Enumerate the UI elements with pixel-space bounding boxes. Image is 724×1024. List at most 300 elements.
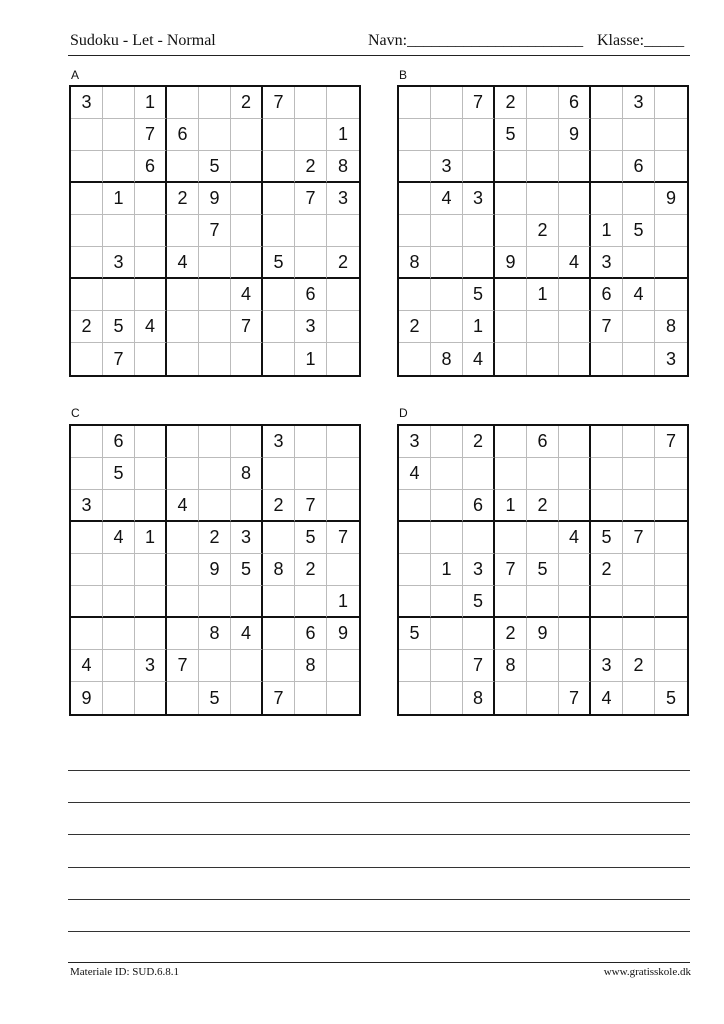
sudoku-cell[interactable]: 8	[655, 311, 687, 343]
sudoku-cell[interactable]: 4	[135, 311, 167, 343]
sudoku-cell[interactable]	[399, 87, 431, 119]
sudoku-cell[interactable]: 5	[623, 215, 655, 247]
sudoku-cell[interactable]: 1	[295, 343, 327, 375]
sudoku-cell[interactable]	[655, 247, 687, 279]
sudoku-cell[interactable]	[231, 650, 263, 682]
sudoku-cell[interactable]	[167, 343, 199, 375]
sudoku-cell[interactable]	[495, 343, 527, 375]
sudoku-cell[interactable]: 2	[327, 247, 359, 279]
sudoku-cell[interactable]	[431, 119, 463, 151]
sudoku-cell[interactable]: 4	[463, 343, 495, 375]
sudoku-cell[interactable]	[655, 151, 687, 183]
sudoku-cell[interactable]	[623, 490, 655, 522]
sudoku-cell[interactable]: 3	[591, 247, 623, 279]
sudoku-cell[interactable]	[655, 522, 687, 554]
sudoku-cell[interactable]	[399, 119, 431, 151]
sudoku-cell[interactable]: 7	[103, 343, 135, 375]
sudoku-cell[interactable]: 4	[623, 279, 655, 311]
sudoku-cell[interactable]	[495, 279, 527, 311]
sudoku-cell[interactable]	[527, 247, 559, 279]
sudoku-cell[interactable]	[463, 119, 495, 151]
sudoku-cell[interactable]	[231, 183, 263, 215]
sudoku-cell[interactable]: 2	[263, 490, 295, 522]
sudoku-cell[interactable]: 8	[399, 247, 431, 279]
sudoku-cell[interactable]: 8	[327, 151, 359, 183]
sudoku-cell[interactable]: 7	[199, 215, 231, 247]
sudoku-cell[interactable]	[655, 87, 687, 119]
sudoku-cell[interactable]	[655, 618, 687, 650]
sudoku-cell[interactable]	[399, 279, 431, 311]
sudoku-cell[interactable]	[103, 682, 135, 714]
sudoku-cell[interactable]: 1	[135, 522, 167, 554]
sudoku-cell[interactable]	[167, 279, 199, 311]
sudoku-cell[interactable]	[591, 87, 623, 119]
sudoku-cell[interactable]	[327, 554, 359, 586]
sudoku-cell[interactable]: 6	[135, 151, 167, 183]
sudoku-cell[interactable]	[103, 215, 135, 247]
sudoku-cell[interactable]	[71, 183, 103, 215]
sudoku-cell[interactable]: 6	[463, 490, 495, 522]
sudoku-cell[interactable]	[263, 586, 295, 618]
sudoku-cell[interactable]	[199, 650, 231, 682]
sudoku-cell[interactable]	[559, 426, 591, 458]
sudoku-cell[interactable]: 2	[199, 522, 231, 554]
sudoku-cell[interactable]: 9	[559, 119, 591, 151]
sudoku-cell[interactable]: 7	[327, 522, 359, 554]
sudoku-cell[interactable]	[71, 343, 103, 375]
sudoku-cell[interactable]	[463, 522, 495, 554]
sudoku-cell[interactable]	[263, 618, 295, 650]
sudoku-cell[interactable]	[495, 151, 527, 183]
sudoku-cell[interactable]: 7	[167, 650, 199, 682]
sudoku-cell[interactable]	[71, 215, 103, 247]
sudoku-cell[interactable]: 8	[295, 650, 327, 682]
sudoku-cell[interactable]	[327, 279, 359, 311]
sudoku-cell[interactable]	[559, 586, 591, 618]
sudoku-cell[interactable]	[527, 183, 559, 215]
sudoku-cell[interactable]	[527, 311, 559, 343]
sudoku-cell[interactable]: 1	[463, 311, 495, 343]
sudoku-cell[interactable]	[231, 151, 263, 183]
sudoku-cell[interactable]: 2	[527, 215, 559, 247]
sudoku-cell[interactable]	[231, 426, 263, 458]
sudoku-cell[interactable]	[399, 586, 431, 618]
sudoku-cell[interactable]: 5	[463, 279, 495, 311]
sudoku-cell[interactable]	[167, 522, 199, 554]
sudoku-cell[interactable]	[591, 119, 623, 151]
sudoku-cell[interactable]: 7	[463, 87, 495, 119]
sudoku-cell[interactable]	[495, 522, 527, 554]
sudoku-cell[interactable]	[559, 183, 591, 215]
sudoku-cell[interactable]: 2	[495, 618, 527, 650]
sudoku-cell[interactable]	[327, 490, 359, 522]
sudoku-cell[interactable]: 2	[295, 554, 327, 586]
sudoku-cell[interactable]	[655, 490, 687, 522]
sudoku-cell[interactable]: 5	[399, 618, 431, 650]
sudoku-cell[interactable]	[399, 522, 431, 554]
sudoku-cell[interactable]	[135, 586, 167, 618]
sudoku-cell[interactable]	[231, 490, 263, 522]
sudoku-cell[interactable]	[263, 119, 295, 151]
sudoku-cell[interactable]: 8	[263, 554, 295, 586]
sudoku-cell[interactable]	[623, 119, 655, 151]
sudoku-cell[interactable]	[71, 279, 103, 311]
sudoku-cell[interactable]	[71, 247, 103, 279]
sudoku-cell[interactable]	[527, 522, 559, 554]
sudoku-cell[interactable]: 9	[495, 247, 527, 279]
sudoku-cell[interactable]: 6	[591, 279, 623, 311]
sudoku-cell[interactable]	[167, 586, 199, 618]
sudoku-cell[interactable]	[559, 343, 591, 375]
sudoku-cell[interactable]	[623, 183, 655, 215]
sudoku-cell[interactable]: 2	[591, 554, 623, 586]
sudoku-cell[interactable]	[231, 586, 263, 618]
sudoku-cell[interactable]: 3	[295, 311, 327, 343]
sudoku-cell[interactable]	[655, 119, 687, 151]
sudoku-cell[interactable]	[295, 426, 327, 458]
sudoku-cell[interactable]	[71, 458, 103, 490]
sudoku-cell[interactable]: 5	[263, 247, 295, 279]
sudoku-cell[interactable]	[295, 682, 327, 714]
sudoku-cell[interactable]	[135, 215, 167, 247]
sudoku-cell[interactable]: 9	[527, 618, 559, 650]
sudoku-cell[interactable]	[167, 554, 199, 586]
sudoku-cell[interactable]	[495, 458, 527, 490]
sudoku-cell[interactable]	[623, 426, 655, 458]
sudoku-cell[interactable]	[263, 458, 295, 490]
sudoku-cell[interactable]	[527, 458, 559, 490]
sudoku-cell[interactable]	[199, 343, 231, 375]
sudoku-cell[interactable]: 5	[103, 311, 135, 343]
sudoku-cell[interactable]	[327, 650, 359, 682]
sudoku-cell[interactable]: 4	[559, 247, 591, 279]
sudoku-cell[interactable]	[399, 151, 431, 183]
sudoku-cell[interactable]	[199, 426, 231, 458]
sudoku-cell[interactable]	[655, 586, 687, 618]
sudoku-cell[interactable]: 4	[431, 183, 463, 215]
sudoku-cell[interactable]: 4	[231, 618, 263, 650]
sudoku-cell[interactable]	[263, 151, 295, 183]
sudoku-cell[interactable]: 3	[135, 650, 167, 682]
sudoku-cell[interactable]	[559, 279, 591, 311]
sudoku-cell[interactable]	[199, 586, 231, 618]
sudoku-cell[interactable]	[167, 215, 199, 247]
sudoku-cell[interactable]	[135, 279, 167, 311]
sudoku-cell[interactable]	[103, 650, 135, 682]
sudoku-cell[interactable]	[495, 215, 527, 247]
sudoku-cell[interactable]	[431, 490, 463, 522]
sudoku-cell[interactable]	[399, 215, 431, 247]
sudoku-cell[interactable]	[327, 426, 359, 458]
sudoku-cell[interactable]	[591, 343, 623, 375]
sudoku-cell[interactable]	[103, 490, 135, 522]
sudoku-cell[interactable]	[527, 682, 559, 714]
sudoku-cell[interactable]	[527, 586, 559, 618]
sudoku-cell[interactable]	[591, 426, 623, 458]
sudoku-cell[interactable]	[135, 458, 167, 490]
sudoku-cell[interactable]	[71, 618, 103, 650]
sudoku-cell[interactable]	[199, 247, 231, 279]
sudoku-cell[interactable]	[167, 458, 199, 490]
sudoku-cell[interactable]: 3	[399, 426, 431, 458]
sudoku-cell[interactable]	[431, 87, 463, 119]
sudoku-cell[interactable]	[495, 311, 527, 343]
sudoku-cell[interactable]	[135, 247, 167, 279]
sudoku-cell[interactable]	[327, 87, 359, 119]
sudoku-cell[interactable]	[399, 183, 431, 215]
sudoku-cell[interactable]: 7	[231, 311, 263, 343]
sudoku-cell[interactable]	[135, 183, 167, 215]
sudoku-cell[interactable]: 3	[665, 348, 676, 369]
sudoku-cell[interactable]	[399, 554, 431, 586]
sudoku-cell[interactable]: 6	[559, 87, 591, 119]
sudoku-cell[interactable]	[431, 682, 463, 714]
sudoku-cell[interactable]: 6	[295, 279, 327, 311]
sudoku-cell[interactable]	[399, 490, 431, 522]
sudoku-cell[interactable]: 2	[463, 426, 495, 458]
sudoku-cell[interactable]: 1	[527, 279, 559, 311]
sudoku-cell[interactable]	[135, 618, 167, 650]
sudoku-cell[interactable]: 4	[167, 490, 199, 522]
sudoku-cell[interactable]: 2	[527, 490, 559, 522]
sudoku-cell[interactable]: 9	[327, 618, 359, 650]
sudoku-cell[interactable]	[431, 458, 463, 490]
sudoku-cell[interactable]: 2	[295, 151, 327, 183]
sudoku-cell[interactable]	[71, 554, 103, 586]
sudoku-cell[interactable]	[431, 247, 463, 279]
sudoku-cell[interactable]	[103, 151, 135, 183]
sudoku-cell[interactable]: 6	[167, 119, 199, 151]
sudoku-cell[interactable]	[327, 215, 359, 247]
sudoku-cell[interactable]	[135, 490, 167, 522]
sudoku-cell[interactable]: 5	[199, 682, 231, 714]
sudoku-cell[interactable]: 6	[623, 151, 655, 183]
sudoku-cell[interactable]: 5	[527, 554, 559, 586]
sudoku-cell[interactable]	[527, 343, 559, 375]
sudoku-cell[interactable]	[199, 458, 231, 490]
sudoku-cell[interactable]: 5	[231, 554, 263, 586]
sudoku-cell[interactable]	[199, 119, 231, 151]
sudoku-cell[interactable]: 3	[327, 183, 359, 215]
sudoku-cell[interactable]	[399, 682, 431, 714]
sudoku-cell[interactable]	[327, 458, 359, 490]
sudoku-cell[interactable]	[495, 426, 527, 458]
sudoku-cell[interactable]: 8	[231, 458, 263, 490]
sudoku-cell[interactable]	[431, 279, 463, 311]
sudoku-cell[interactable]: 1	[135, 87, 167, 119]
sudoku-cell[interactable]: 4	[167, 247, 199, 279]
sudoku-cell[interactable]	[559, 490, 591, 522]
sudoku-cell[interactable]	[71, 522, 103, 554]
sudoku-cell[interactable]: 3	[231, 522, 263, 554]
sudoku-cell[interactable]	[431, 311, 463, 343]
sudoku-cell[interactable]: 6	[527, 426, 559, 458]
sudoku-cell[interactable]: 8	[495, 650, 527, 682]
sudoku-cell[interactable]: 5	[463, 586, 495, 618]
sudoku-cell[interactable]: 7	[623, 522, 655, 554]
sudoku-cell[interactable]: 9	[199, 554, 231, 586]
sudoku-cell[interactable]: 1	[431, 554, 463, 586]
sudoku-cell[interactable]: 3	[463, 183, 495, 215]
sudoku-cell[interactable]	[327, 343, 359, 375]
sudoku-cell[interactable]: 7	[463, 650, 495, 682]
sudoku-cell[interactable]	[591, 151, 623, 183]
sudoku-cell[interactable]	[527, 151, 559, 183]
sudoku-cell[interactable]: 8	[431, 343, 463, 375]
sudoku-cell[interactable]	[655, 279, 687, 311]
sudoku-cell[interactable]	[623, 311, 655, 343]
sudoku-cell[interactable]	[431, 586, 463, 618]
sudoku-cell[interactable]	[463, 151, 495, 183]
sudoku-cell[interactable]	[71, 426, 103, 458]
sudoku-cell[interactable]: 1	[327, 119, 359, 151]
sudoku-cell[interactable]	[527, 650, 559, 682]
sudoku-cell[interactable]	[295, 87, 327, 119]
sudoku-cell[interactable]	[103, 87, 135, 119]
sudoku-cell[interactable]: 7	[655, 426, 687, 458]
sudoku-cell[interactable]: 4	[591, 682, 623, 714]
sudoku-cell[interactable]	[623, 586, 655, 618]
sudoku-cell[interactable]	[559, 458, 591, 490]
sudoku-cell[interactable]	[591, 458, 623, 490]
sudoku-cell[interactable]: 6	[295, 618, 327, 650]
sudoku-cell[interactable]: 7	[135, 119, 167, 151]
sudoku-cell[interactable]	[263, 183, 295, 215]
sudoku-cell[interactable]	[71, 586, 103, 618]
sudoku-cell[interactable]	[263, 215, 295, 247]
sudoku-cell[interactable]	[71, 151, 103, 183]
sudoku-cell[interactable]	[399, 650, 431, 682]
sudoku-cell[interactable]: 8	[199, 618, 231, 650]
sudoku-cell[interactable]	[231, 119, 263, 151]
sudoku-cell[interactable]	[295, 247, 327, 279]
sudoku-cell[interactable]	[231, 247, 263, 279]
sudoku-cell[interactable]: 3	[623, 87, 655, 119]
sudoku-cell[interactable]: 7	[263, 682, 295, 714]
sudoku-cell[interactable]	[263, 311, 295, 343]
sudoku-cell[interactable]: 5	[295, 522, 327, 554]
sudoku-cell[interactable]: 7	[295, 183, 327, 215]
sudoku-cell[interactable]	[231, 682, 263, 714]
sudoku-cell[interactable]	[623, 458, 655, 490]
sudoku-cell[interactable]: 7	[559, 682, 591, 714]
sudoku-cell[interactable]: 9	[71, 682, 103, 714]
sudoku-cell[interactable]	[463, 618, 495, 650]
sudoku-cell[interactable]: 5	[665, 687, 676, 708]
sudoku-cell[interactable]: 3	[591, 650, 623, 682]
sudoku-cell[interactable]	[591, 618, 623, 650]
sudoku-cell[interactable]	[295, 215, 327, 247]
sudoku-cell[interactable]	[623, 554, 655, 586]
sudoku-cell[interactable]	[655, 458, 687, 490]
sudoku-cell[interactable]	[135, 554, 167, 586]
sudoku-cell[interactable]	[135, 682, 167, 714]
sudoku-cell[interactable]	[559, 554, 591, 586]
sudoku-cell[interactable]	[295, 119, 327, 151]
sudoku-cell[interactable]	[559, 311, 591, 343]
sudoku-cell[interactable]	[463, 247, 495, 279]
sudoku-cell[interactable]: 2	[495, 87, 527, 119]
sudoku-cell[interactable]	[399, 343, 431, 375]
sudoku-cell[interactable]: 2	[623, 650, 655, 682]
sudoku-cell[interactable]: 4	[399, 458, 431, 490]
sudoku-cell[interactable]	[463, 215, 495, 247]
sudoku-cell[interactable]	[463, 458, 495, 490]
sudoku-cell[interactable]	[231, 215, 263, 247]
sudoku-cell[interactable]	[327, 682, 359, 714]
sudoku-cell[interactable]	[103, 618, 135, 650]
sudoku-cell[interactable]	[231, 343, 263, 375]
sudoku-cell[interactable]	[263, 522, 295, 554]
sudoku-cell[interactable]	[167, 426, 199, 458]
sudoku-cell[interactable]: 3	[71, 490, 103, 522]
sudoku-cell[interactable]	[623, 682, 655, 714]
sudoku-cell[interactable]: 4	[103, 522, 135, 554]
sudoku-cell[interactable]	[591, 490, 623, 522]
sudoku-cell[interactable]	[295, 586, 327, 618]
sudoku-cell[interactable]	[199, 490, 231, 522]
sudoku-cell[interactable]: 3	[103, 247, 135, 279]
sudoku-cell[interactable]	[495, 682, 527, 714]
sudoku-cell[interactable]	[431, 426, 463, 458]
sudoku-cell[interactable]: 1	[327, 586, 359, 618]
sudoku-cell[interactable]: 1	[591, 215, 623, 247]
sudoku-cell[interactable]: 3	[263, 426, 295, 458]
sudoku-cell[interactable]: 7	[263, 87, 295, 119]
sudoku-cell[interactable]	[327, 311, 359, 343]
sudoku-cell[interactable]: 4	[559, 522, 591, 554]
sudoku-cell[interactable]	[431, 650, 463, 682]
sudoku-cell[interactable]	[199, 87, 231, 119]
sudoku-cell[interactable]: 2	[167, 183, 199, 215]
sudoku-cell[interactable]	[199, 311, 231, 343]
sudoku-cell[interactable]	[103, 586, 135, 618]
sudoku-cell[interactable]	[103, 279, 135, 311]
sudoku-cell[interactable]: 3	[463, 554, 495, 586]
sudoku-cell[interactable]: 1	[103, 183, 135, 215]
sudoku-cell[interactable]	[135, 343, 167, 375]
sudoku-cell[interactable]: 5	[199, 151, 231, 183]
sudoku-cell[interactable]	[135, 426, 167, 458]
sudoku-cell[interactable]: 5	[103, 458, 135, 490]
sudoku-cell[interactable]	[167, 87, 199, 119]
sudoku-cell[interactable]	[527, 119, 559, 151]
sudoku-cell[interactable]: 9	[199, 183, 231, 215]
sudoku-cell[interactable]	[263, 343, 295, 375]
sudoku-cell[interactable]	[495, 586, 527, 618]
sudoku-cell[interactable]	[655, 215, 687, 247]
sudoku-cell[interactable]: 5	[495, 119, 527, 151]
sudoku-cell[interactable]	[655, 554, 687, 586]
sudoku-cell[interactable]	[263, 279, 295, 311]
sudoku-cell[interactable]: 5	[591, 522, 623, 554]
sudoku-cell[interactable]: 3	[71, 87, 103, 119]
sudoku-cell[interactable]	[431, 215, 463, 247]
sudoku-cell[interactable]: 6	[103, 426, 135, 458]
sudoku-cell[interactable]	[167, 311, 199, 343]
sudoku-cell[interactable]	[559, 650, 591, 682]
sudoku-cell[interactable]	[71, 119, 103, 151]
sudoku-cell[interactable]: 3	[431, 151, 463, 183]
sudoku-cell[interactable]	[591, 183, 623, 215]
sudoku-cell[interactable]: 4	[71, 650, 103, 682]
sudoku-cell[interactable]: 8	[463, 682, 495, 714]
sudoku-cell[interactable]	[623, 343, 655, 375]
sudoku-cell[interactable]	[103, 119, 135, 151]
sudoku-cell[interactable]: 2	[399, 311, 431, 343]
sudoku-cell[interactable]	[623, 247, 655, 279]
sudoku-cell[interactable]	[527, 87, 559, 119]
